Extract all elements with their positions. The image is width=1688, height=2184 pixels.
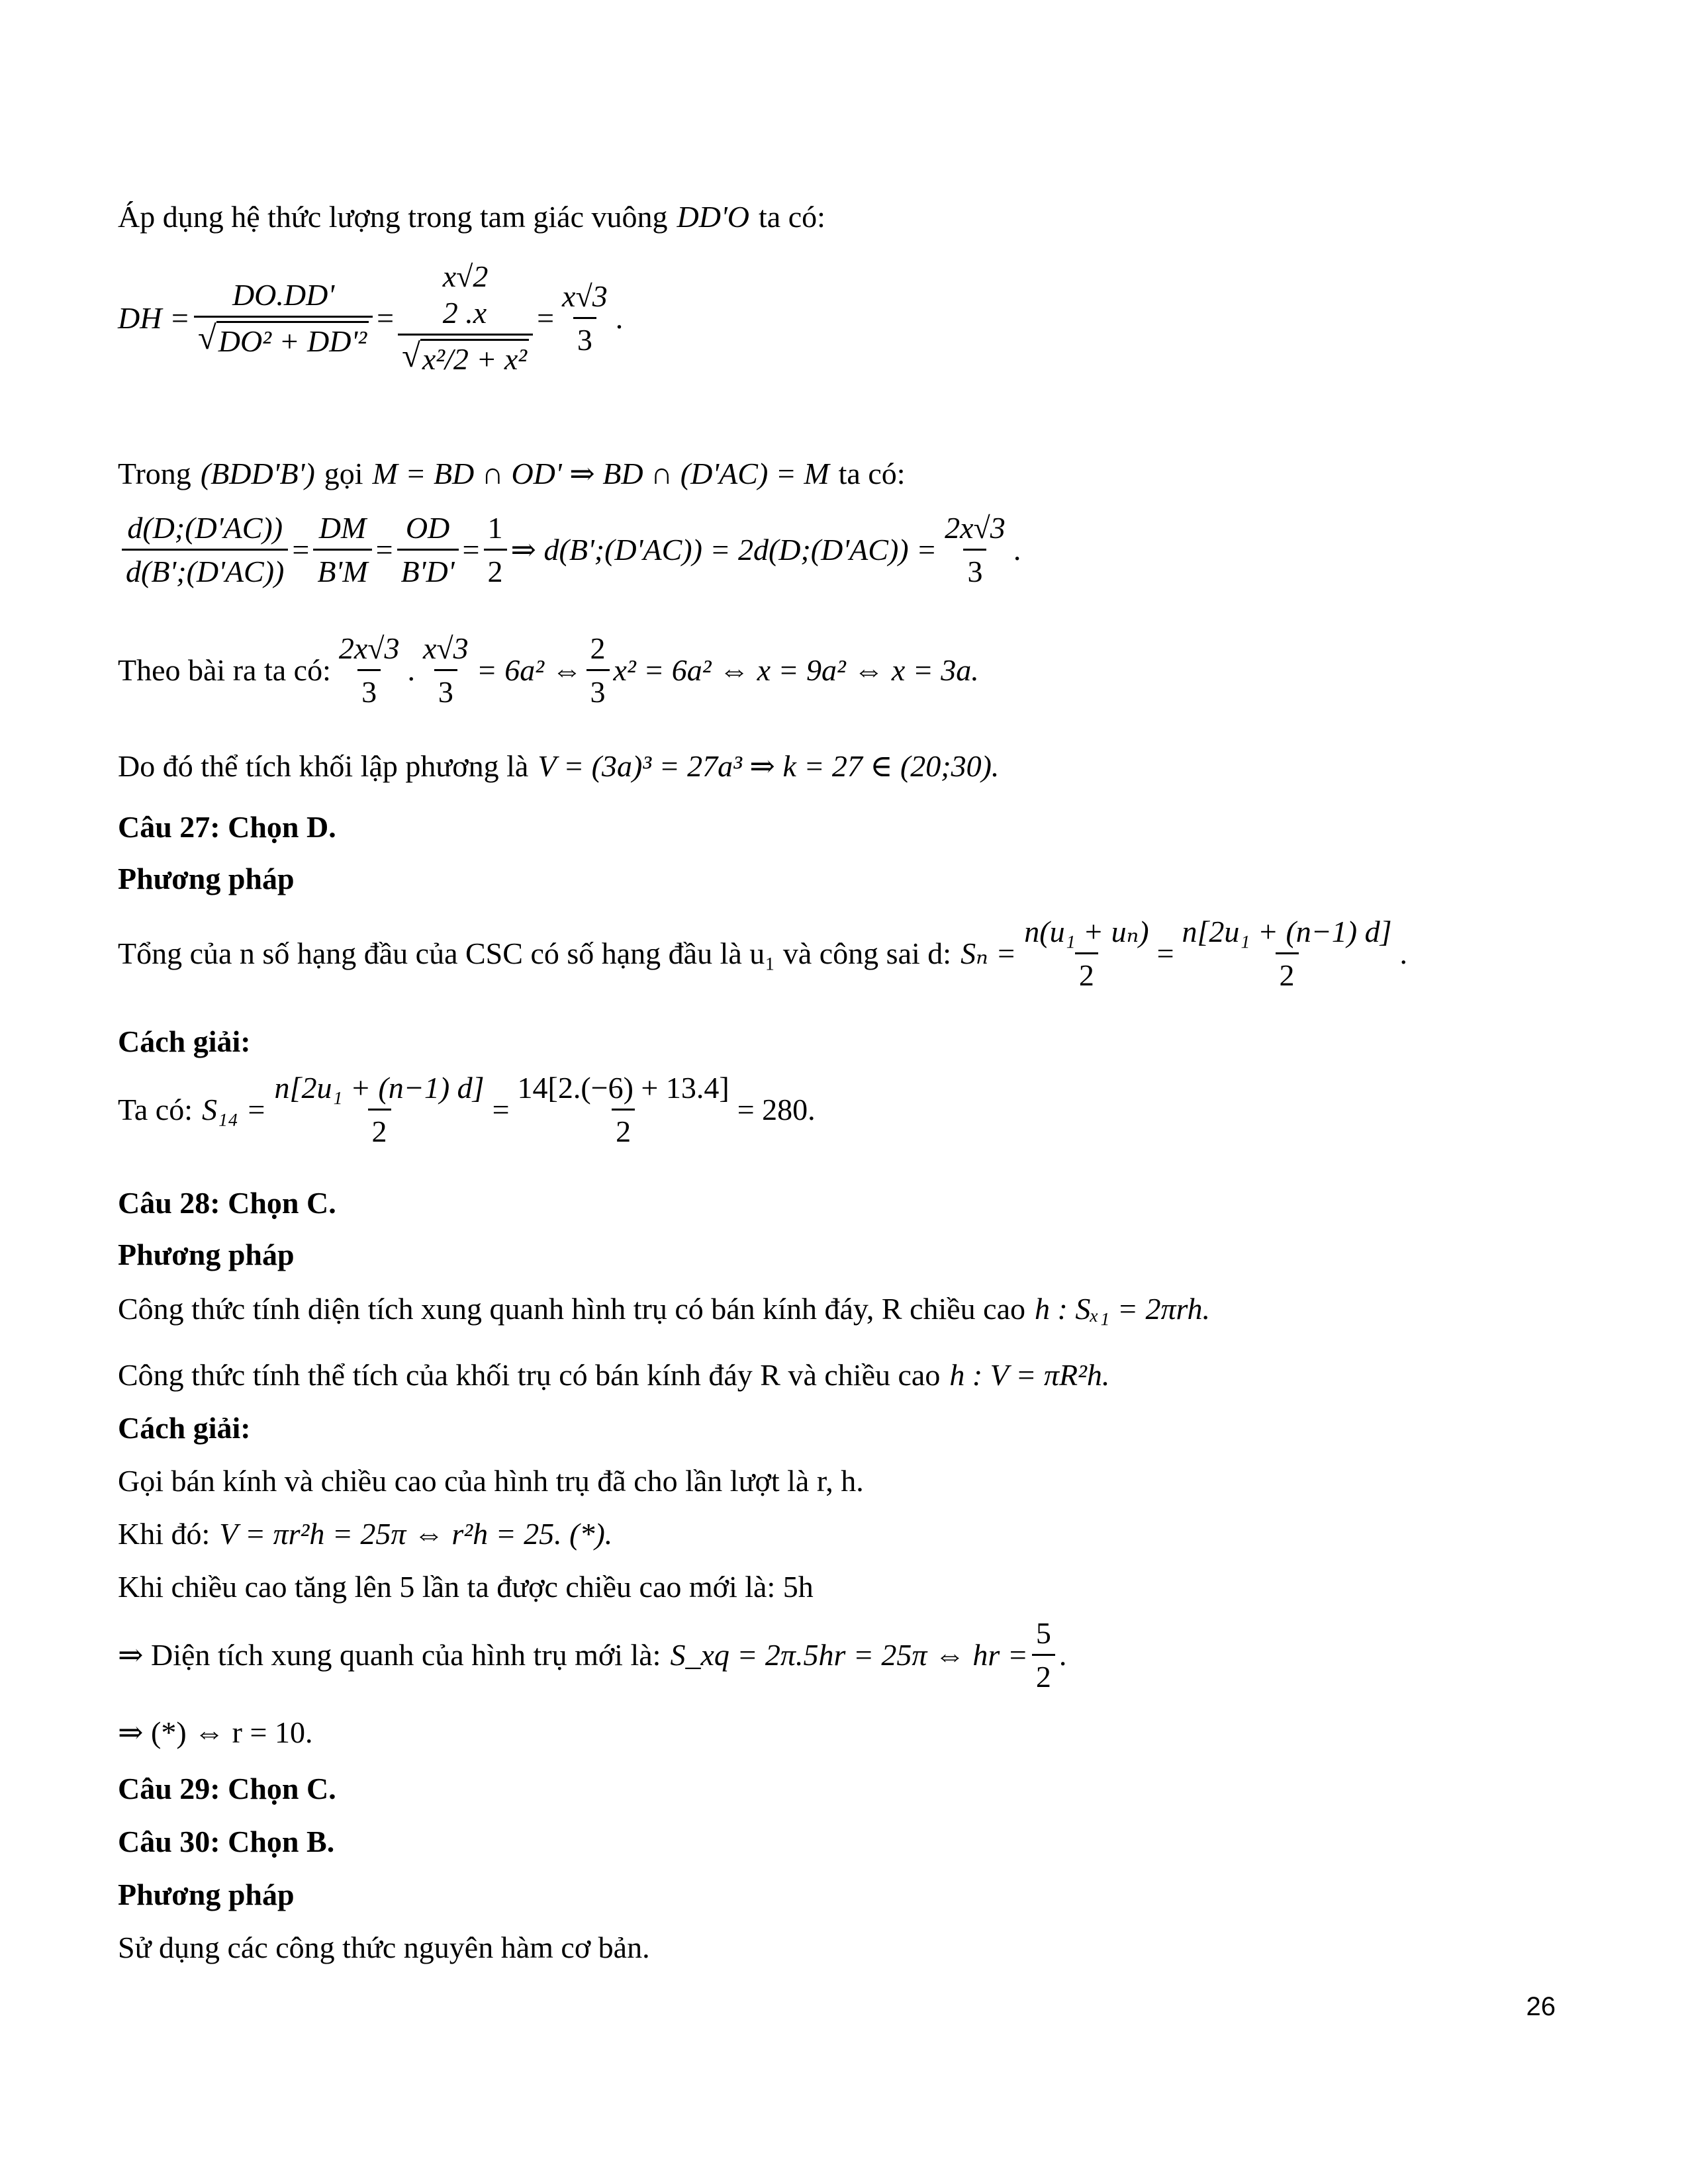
- fraction-dist-ratio: [122, 510, 288, 590]
- fraction-dm: [313, 510, 371, 590]
- math-expression: h : V = πR²h.: [949, 1358, 1110, 1392]
- fraction-dh-2: [398, 258, 533, 378]
- line-text: ta có:: [838, 457, 906, 490]
- fraction-denominator: 2: [484, 549, 507, 590]
- fraction-denominator: √ DO² + DD'²: [194, 316, 373, 359]
- fraction-numerator: x√3: [562, 279, 608, 313]
- math-intersection: M = BD ∩ OD' ⇒ BD ∩ (D'AC) = M: [372, 457, 829, 490]
- line-text: Tổng của n số hạng đầu của CSC có số hạng đầu là u₁ và công sai d:: [118, 936, 952, 971]
- line-text: Khi đó:: [118, 1517, 211, 1551]
- line-text: Công thức tính diện tích xung quanh hình trụ có bán kính đáy, R chiều cao: [118, 1292, 1026, 1326]
- line-text: Do đó thể tích khối lập phương là: [118, 749, 529, 783]
- math-plane: (BDD'B'): [200, 457, 315, 490]
- text-line-ct1: [118, 1291, 1210, 1327]
- fraction-numerator: x√2 2 .x: [442, 259, 489, 330]
- heading-cach-giai-2: Cách giải:: [118, 1411, 251, 1445]
- fraction-two-thirds: $\frac{2}{3}$: [586, 630, 610, 710]
- math-expression: x² = 6a² ⇔ x = 9a² ⇔ x = 3a.: [613, 653, 979, 688]
- text-line-do-do: [118, 748, 999, 784]
- page-number: 26: [1526, 1992, 1556, 2021]
- fraction-numerator: DO.DD': [232, 277, 335, 312]
- text-line-trong: [118, 455, 906, 492]
- fraction-b: $\frac{x√3}{3}$: [419, 630, 473, 710]
- fraction-s14-2: $\frac{14[2.(-6) + 13.4]}{2}$: [514, 1069, 733, 1150]
- formula-theo-bai-ra: Theo bài ra ta có: $\frac{2x√3}{3}$ . $\frac{x√3}{3}$ = 6a² ⇔ $\frac{2}{3}$ x² = 6a² ⇔ x = 9a² ⇔ x = 3a.: [118, 630, 979, 710]
- fraction-dh-1: [194, 277, 373, 359]
- fraction-numerator: 1: [487, 511, 503, 545]
- heading-phuong-phap-2: Phương pháp: [118, 1238, 295, 1271]
- heading-cau-30: Câu 30: Chọn B.: [118, 1825, 335, 1858]
- text-line-dien-tich: ⇒ Diện tích xung quanh của hình trụ mới là: S_xq = 2π.5hr = 25π ⇔ hr = $\frac{5}{2}$ .: [118, 1615, 1066, 1695]
- line-text: ta có:: [759, 200, 825, 234]
- fraction-sn-1: $\frac{\text{n(u₁ + uₙ)}}{2}$: [1020, 913, 1152, 993]
- formula-dh: DH = DO.DD' √ DO² + DD'² = x√2 2 .x √ x²/2 + x² = $\frac{x√3}{3}$ .: [118, 258, 623, 378]
- heading-phuong-phap-3: Phương pháp: [118, 1878, 295, 1911]
- fraction-numerator: n[2u₁ + (n−1) d]: [274, 1071, 485, 1105]
- fraction-od: [397, 510, 459, 590]
- fraction-numerator: n(u₁ + uₙ): [1024, 915, 1149, 948]
- text-line-1: [118, 199, 825, 235]
- text-line-r10: ⇒ (*) ⇔ r = 10.: [118, 1715, 313, 1749]
- math-expression: = 6a² ⇔: [476, 653, 583, 688]
- math-triangle: DD'O: [677, 200, 749, 234]
- fraction-denominator: √ x²/2 + x²: [398, 334, 533, 377]
- formula-distance: $\frac{d(D;(D'AC))}{d(B';(D'AC))}$ = $\frac{DM}{B'M}$ = $\frac{OD}{B'D'}$ = $\frac{1}{2}$ ⇒ d(B';(D'AC)) = 2d(D;(D'AC)) = $\frac{2x√3}{3}$ .: [118, 510, 1021, 590]
- text-line-goi: Gọi bán kính và chiều cao của hình trụ đã cho lần lượt là r, h.: [118, 1464, 864, 1498]
- line-text: Trong: [118, 457, 191, 490]
- fraction-a: $\frac{2x√3}{3}$: [335, 630, 404, 710]
- math-result: = 280.: [737, 1093, 816, 1127]
- fraction-numerator: DM: [318, 511, 367, 545]
- math-expression: V = πr²h = 25π ⇔ r²h = 25. (*).: [219, 1517, 613, 1551]
- fraction-denominator: 2: [1032, 1654, 1055, 1695]
- heading-cau-28: Câu 28: Chọn C.: [118, 1186, 336, 1220]
- line-text: gọi: [324, 457, 363, 490]
- fraction-denominator: B'D': [397, 549, 459, 590]
- fraction-numerator: OD: [405, 511, 450, 545]
- fraction-denominator: 3: [573, 317, 596, 358]
- radicand: DO² + DD'²: [216, 321, 369, 359]
- fraction-s14-1: $\frac{\text{n[2u₁ + (n−1) d]}}{2}$: [271, 1069, 489, 1150]
- fraction-2x-root3: [941, 510, 1009, 590]
- text-line-ct2: [118, 1357, 1109, 1393]
- fraction-denominator: d(B';(D'AC)): [122, 549, 288, 590]
- fraction-numerator: d(D;(D'AC)): [127, 511, 283, 545]
- fraction-half: [484, 510, 507, 590]
- line-text: Ta có:: [118, 1093, 193, 1127]
- line-text: ⇒ Diện tích xung quanh của hình trụ mới là:: [118, 1638, 661, 1672]
- line-text: Công thức tính thể tích của khối trụ có bán kính đáy R và chiều cao: [118, 1358, 941, 1392]
- fraction-numerator: 14[2.(−6) + 13.4]: [517, 1071, 729, 1105]
- fraction-numerator: 5: [1035, 1616, 1051, 1650]
- text-line-khi-do: [118, 1516, 612, 1552]
- math-expression: S_xq = 2π.5hr = 25π ⇔ hr =: [670, 1638, 1028, 1672]
- fraction-numerator: n[2u₁ + (n−1) d]: [1182, 915, 1392, 948]
- heading-cach-giai-1: Cách giải:: [118, 1024, 251, 1058]
- math-expression: h : Sₓ₁ = 2πrh.: [1035, 1292, 1211, 1326]
- fraction-denominator: B'M: [313, 549, 371, 590]
- math-expression: V = (3a)³ = 27a³ ⇒ k = 27 ∈ (20;30).: [538, 749, 1000, 783]
- fraction-five-halves: [1032, 1615, 1055, 1695]
- heading-cau-29: Câu 29: Chọn C.: [118, 1772, 336, 1805]
- formula-lhs: DH =: [118, 300, 190, 335]
- line-text: Theo bài ra ta có:: [118, 653, 331, 688]
- line-text: Áp dụng hệ thức lượng trong tam giác vuông: [118, 200, 668, 234]
- text-line-khi-chieu-cao: Khi chiều cao tăng lên 5 lần ta được chiều cao mới là: 5h: [118, 1570, 814, 1604]
- fraction-numerator: 2x√3: [945, 511, 1006, 545]
- formula-s14: Ta có: S₁₄ = $\frac{\text{n[2u₁ + (n−1) d]}}{2}$ = $\frac{14[2.(-6) + 13.4]}{2}$ = 280.: [118, 1069, 816, 1150]
- fraction-denominator: 3: [963, 549, 986, 590]
- fraction-dh-3: [558, 278, 612, 358]
- math-expression: ⇒ d(B';(D'AC)) = 2d(D;(D'AC)) =: [510, 533, 937, 567]
- text-line-tong: Tổng của n số hạng đầu của CSC có số hạng đầu là u₁ và công sai d: Sₙ = $\frac{\text{n(u₁ + uₙ)}}{2}$ = $\frac{\text{n[2u₁ + (n−1) d]}}{2}$ .: [118, 913, 1407, 993]
- fraction-sn-2: $\frac{\text{n[2u₁ + (n−1) d]}}{2}$: [1178, 913, 1396, 993]
- heading-cau-27: Câu 27: Chọn D.: [118, 810, 336, 844]
- heading-phuong-phap-1: Phương pháp: [118, 862, 295, 895]
- text-line-su-dung: Sử dụng các công thức nguyên hàm cơ bản.: [118, 1931, 650, 1964]
